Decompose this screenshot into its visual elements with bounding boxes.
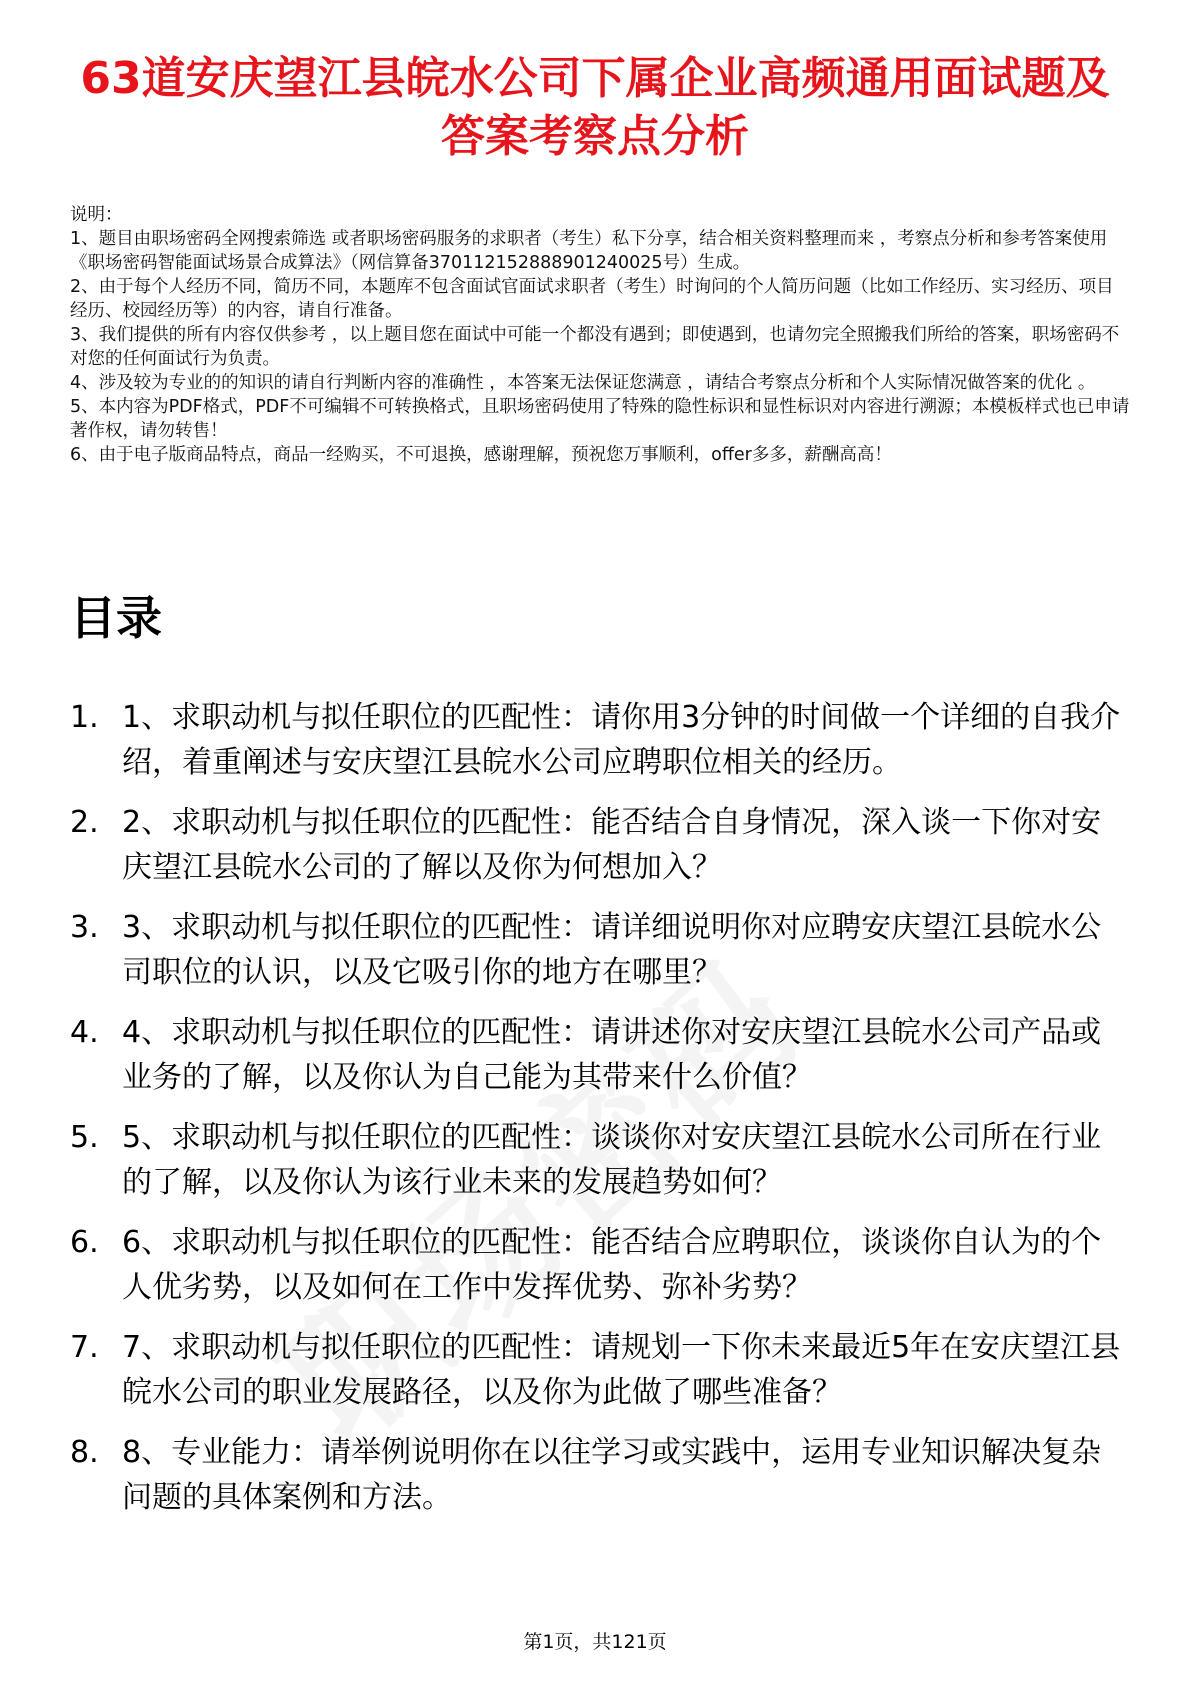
note-item: 3、我们提供的所有内容仅供参考 ，以上题目您在面试中可能一个都没有遇到；即使遇到，也请勿完全照搬我们所给的答案，职场密码不对您的任何面试行为负责。 [70, 325, 1120, 369]
toc-item[interactable] [70, 1115, 1130, 1205]
toc-item[interactable] [70, 800, 1130, 890]
toc-item-number: 5. [70, 1120, 99, 1155]
notes-heading: 说明： [70, 205, 123, 225]
toc-item-number: 8. [70, 1435, 99, 1470]
note-item: 1、题目由职场密码全网搜索筛选 或者职场密码服务的求职者（考生）私下分享，结合相关资料整理而来 ，考察点分析和参考答案使用《职场密码智能面试场景合成算法》（网信算备370112152888901240025号）生成。 [70, 229, 1108, 273]
note-item: 6、由于电子版商品特点，商品一经购买，不可退换，感谢理解，预祝您万事顺利，offer多多，薪酬高高！ [70, 445, 892, 465]
toc-item-text: 1、求职动机与拟任职位的匹配性：请你用3分钟的时间做一个详细的自我介绍，着重阐述与安庆望江县皖水公司应聘职位相关的经历。 [122, 700, 1121, 780]
notes-section [70, 203, 1130, 467]
toc-heading: 目录 [70, 591, 162, 645]
toc-item[interactable] [70, 1010, 1130, 1100]
note-item: 5、本内容为PDF格式，PDF不可编辑不可转换格式，且职场密码使用了特殊的隐性标识和显性标识对内容进行溯源；本模板样式也已申请著作权，请勿转售！ [70, 397, 1130, 441]
page-footer: 第1页，共121页 [523, 1631, 667, 1653]
toc-item-number: 6. [70, 1225, 99, 1260]
toc-item-number: 3. [70, 910, 99, 945]
toc-item[interactable] [70, 695, 1130, 785]
document-title: 63道安庆望江县皖水公司下属企业高频通用面试题及答案考察点分析 [80, 53, 1110, 162]
note-item: 4、涉及较为专业的的知识的请自行判断内容的准确性 ，本答案无法保证您满意 ，请结合考察点分析和个人实际情况做答案的优化 。 [70, 373, 1096, 393]
note-item: 2、由于每个人经历不同，简历不同，本题库不包含面试官面试求职者（考生）时询问的个人简历问题（比如工作经历、实习经历、项目经历、校园经历等）的内容，请自行准备。 [70, 277, 1114, 321]
toc-item-text: 7、求职动机与拟任职位的匹配性：请规划一下你未来最近5年在安庆望江县皖水公司的职业发展路径，以及你为此做了哪些准备？ [122, 1330, 1121, 1410]
toc-item-number: 7. [70, 1330, 99, 1365]
toc-item-number: 4. [70, 1015, 99, 1050]
toc-item-text: 5、求职动机与拟任职位的匹配性：谈谈你对安庆望江县皖水公司所在行业的了解，以及你认为该行业未来的发展趋势如何？ [122, 1120, 1102, 1200]
toc-item-number: 2. [70, 805, 99, 840]
toc-list [70, 695, 1130, 1535]
toc-item[interactable] [70, 1220, 1130, 1310]
toc-item-text: 4、求职动机与拟任职位的匹配性：请讲述你对安庆望江县皖水公司产品或业务的了解，以及你认为自己能为其带来什么价值？ [122, 1015, 1102, 1095]
toc-item-text: 2、求职动机与拟任职位的匹配性：能否结合自身情况，深入谈一下你对安庆望江县皖水公司的了解以及你为何想加入？ [122, 805, 1102, 885]
toc-item-text: 6、求职动机与拟任职位的匹配性：能否结合应聘职位，谈谈你自认为的个人优劣势，以及如何在工作中发挥优势、弥补劣势？ [122, 1225, 1102, 1305]
toc-item[interactable] [70, 905, 1130, 995]
toc-item[interactable] [70, 1325, 1130, 1415]
toc-item-number: 1. [70, 700, 99, 735]
toc-item-text: 8、专业能力：请举例说明你在以往学习或实践中，运用专业知识解决复杂问题的具体案例和方法。 [122, 1435, 1102, 1515]
toc-item-text: 3、求职动机与拟任职位的匹配性：请详细说明你对应聘安庆望江县皖水公司职位的认识，以及它吸引你的地方在哪里？ [122, 910, 1102, 990]
toc-item[interactable] [70, 1430, 1130, 1520]
